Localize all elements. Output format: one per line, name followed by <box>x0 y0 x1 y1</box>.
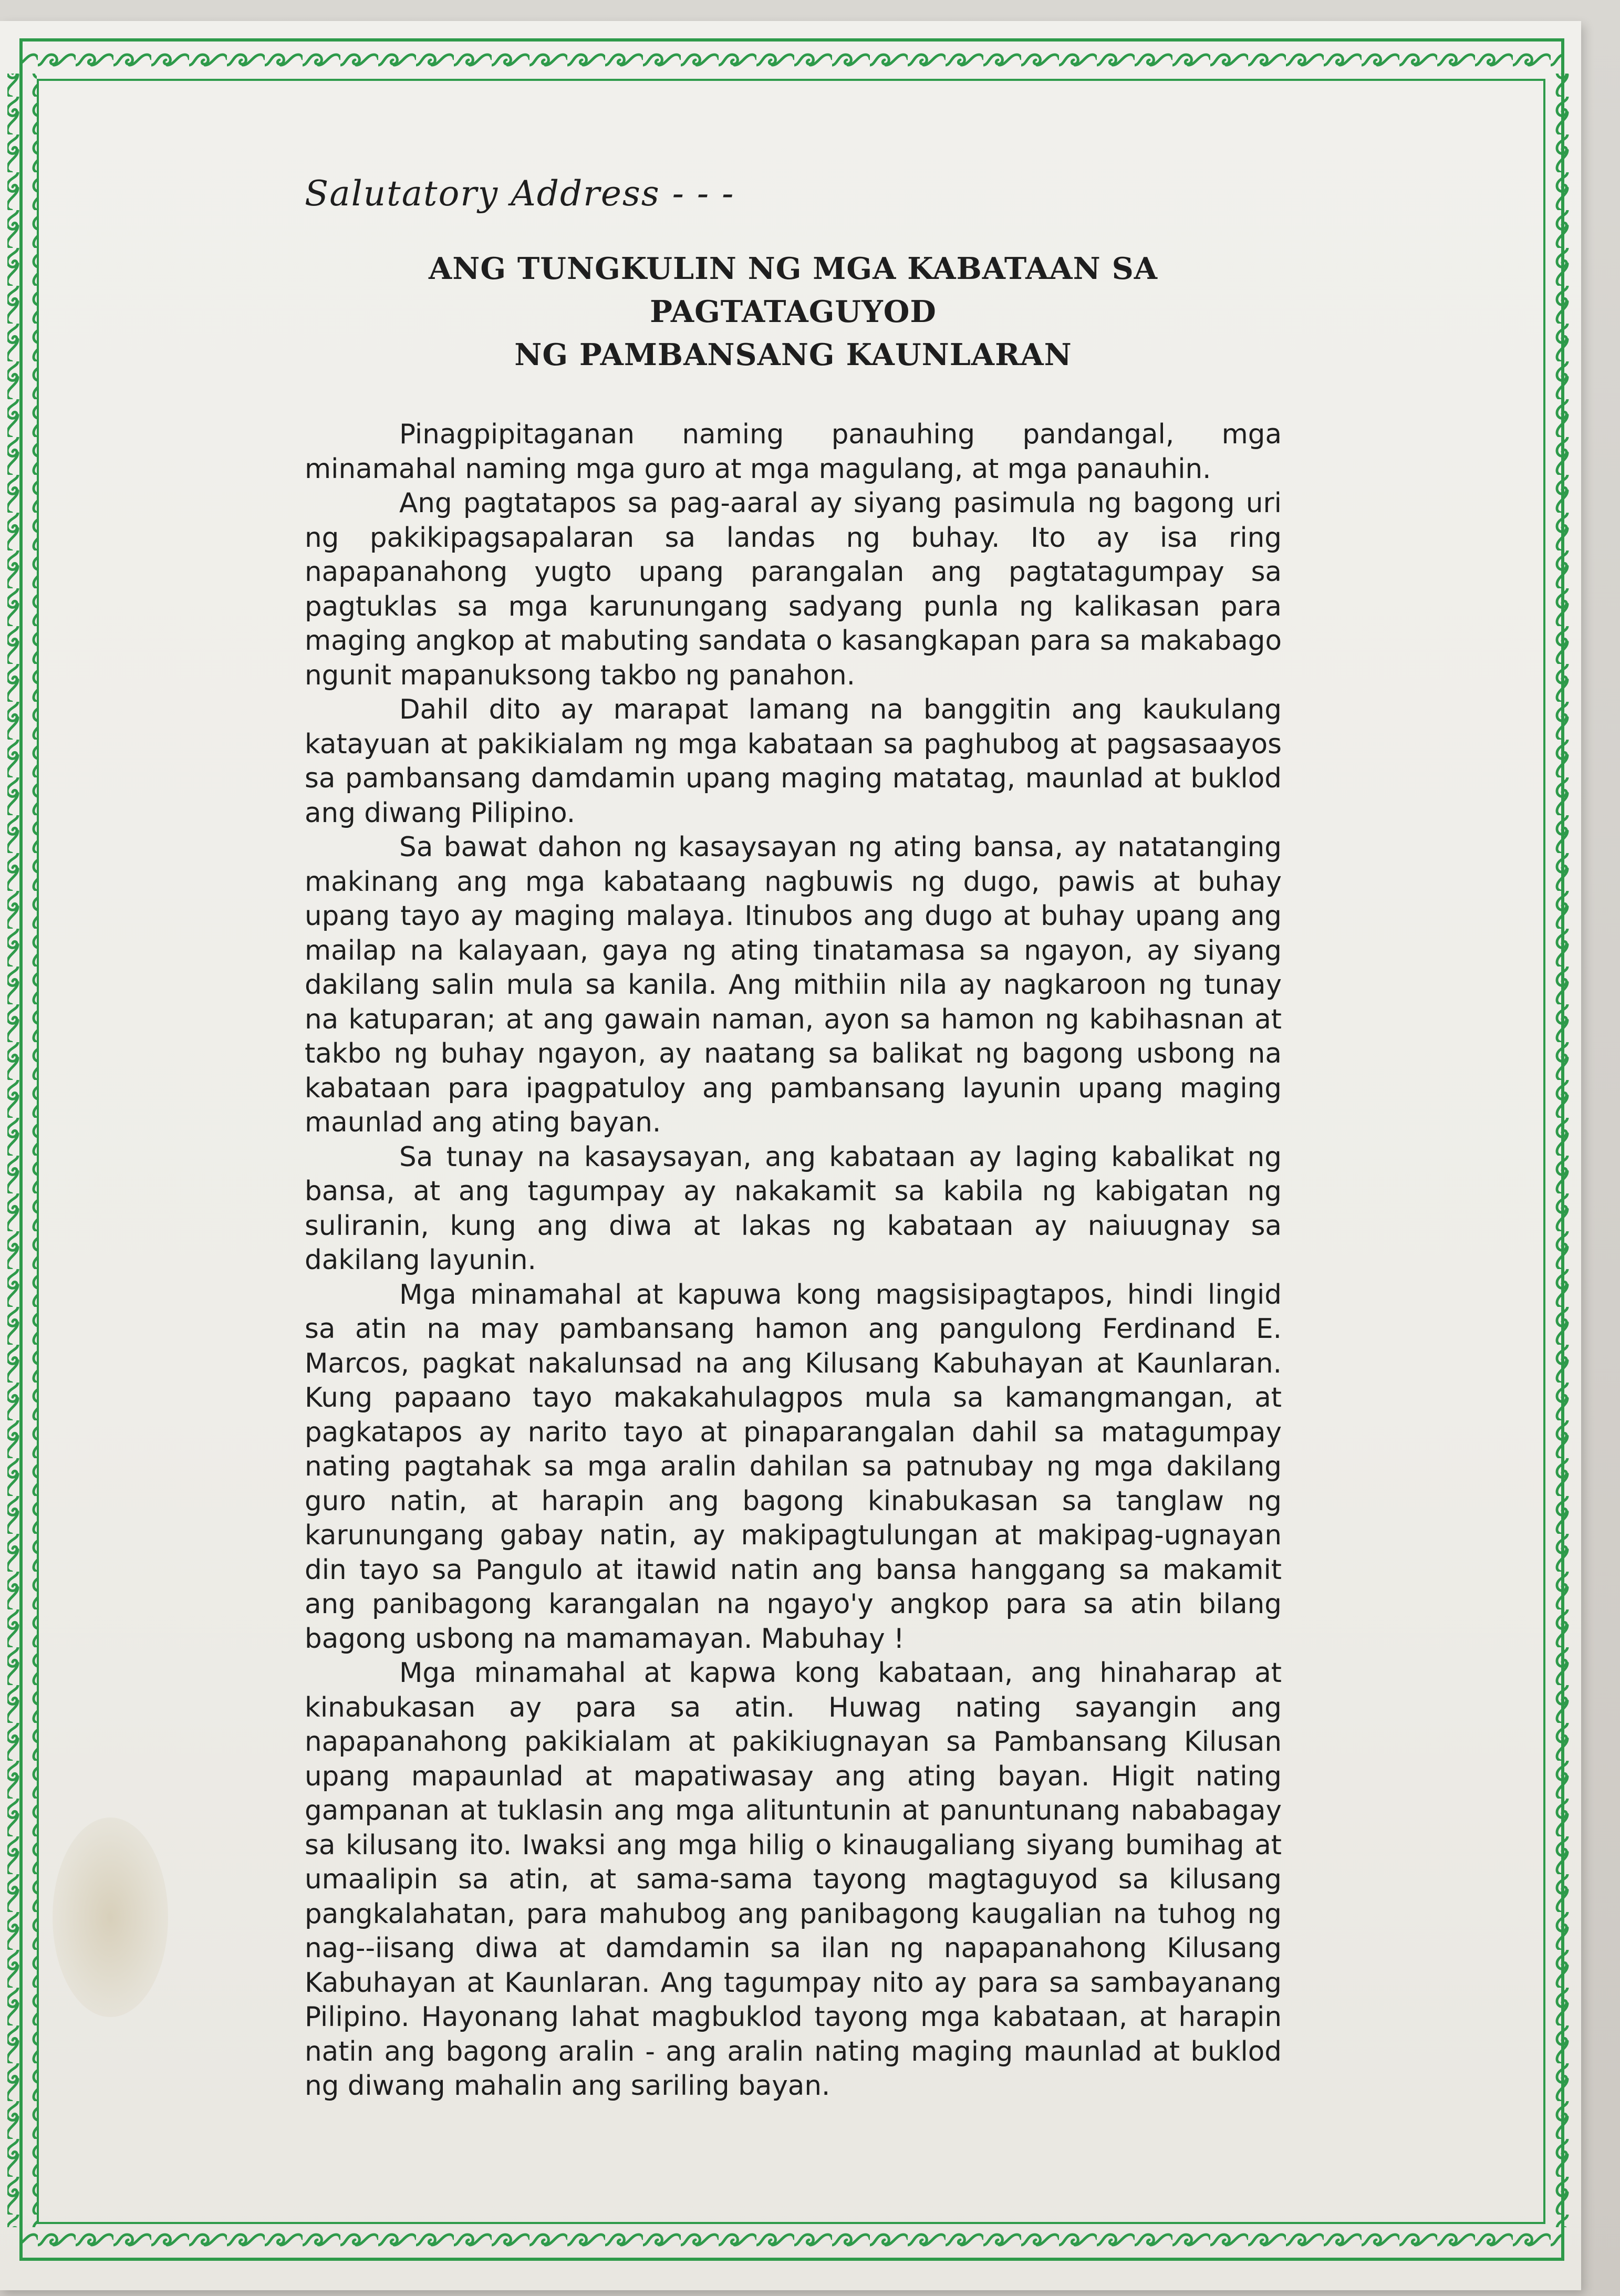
paragraph-4: Sa bawat dahon ng kasaysayan ng ating bansa, ay natatanging makinang ang mga kabataang nagbuwis ng dugo, pawis at buhay upang tayo ay maging malaya. Itinubos ang dugo at buhay upang ang mailap na kalayaan, gaya ng ating tinatamasa sa ngayon, ay siyang dakilang salin mula sa kanila. Ang mithiin nila ay nagkaroon ng tunay na katuparan; at ang gawain naman, ayon sa hamon ng kabihasnan at takbo ng buhay ngayon, ay naatang sa balikat ng bagong usbong na kabataan para ipagpatuloy ang pambansang layunin upang maging maunlad ang ating bayan. <box>305 832 1282 1138</box>
address-title <box>305 247 1282 377</box>
title-line-1: ANG TUNGKULIN NG MGA KABATAAN SA PAGTATAGUYOD <box>429 251 1158 329</box>
paragraph-7: Mga minamahal at kapwa kong kabataan, ang hinaharap at kinabukasan ay para sa atin. Huwag nating sayangin ang napapanahong pakikialam at pakikiugnayan sa Pambansang Kilusan upang mapaunlad at mapatiwasay ang ating bayan. Higit nating gampanan at tuklasin ang mga alituntunin at panuntunang nababagay sa kilusang ito. Iwaksi ang mga hilig o kinaugaliang siyang bumihag at umaalipin sa atin, at sama-sama tayong magtaguyod sa kilusang pangkalahatan, para mahubog ang panibagong kaugalian na tuhog ng nag--iisang diwa at damdamin sa ilan ng napapanahong Kilusang Kabuhayan at Kaunlaran. Ang tagumpay nito ay para sa sambayanang Pilipino. Hayonang lahat magbuklod tayong mga kabataan, at harapin natin ang bagong aralin - ang aralin nating maging maunlad at buklod ng diwang mahalin ang sariling bayan. <box>305 1657 1282 2102</box>
paragraph-5: Sa tunay na kasaysayan, ang kabataan ay laging kabalikat ng bansa, at ang tagumpay ay nakakamit sa kabila ng kabigatan ng suliranin, kung ang diwa at lakas ng kabataan ay naiuugnay sa dakilang layunin. <box>305 1141 1282 1276</box>
address-body <box>305 418 1282 2104</box>
paragraph-2: Ang pagtatapos sa pag-aaral ay siyang pasimula ng bagong uri ng pakikipagsapalaran sa landas ng buhay. Ito ay isa ring napapanahong yugto upang parangalan ang pagtatagumpay sa pagtuklas sa mga karunungang sadyang punla ng kalikasan para maging angkop at mabuting sandata o kasangkapan para sa makabago ngunit mapanuksong takbo ng panahon. <box>305 487 1282 691</box>
paragraph-6: Mga minamahal at kapuwa kong magsisipagtapos, hindi lingid sa atin na may pambansang hamon ang pangulong Ferdinand E. Marcos, pagkat nakalunsad na ang Kilusang Kabuhayan at Kaunlaran. Kung papaano tayo makakahulagpos mula sa kamangmangan, at pagkatapos ay narito tayo at pinaparangalan dahil sa matagumpay nating pagtahak sa mga aralin dahilan sa patnubay ng mga dakilang guro natin, at harapin ang bagong kinabukasan sa tanglaw ng karunungang gabay natin, ay makipagtulungan at makipag-ugnayan din tayo sa Pangulo at itawid natin ang bansa hanggang sa makamit ang panibagong karangalan na ngayo'y angkop para sa atin bilang bagong usbong na mamamayan. Mabuhay ! <box>305 1279 1282 1655</box>
paragraph-1: Pinagpipitaganan naming panauhing pandangal, mga minamahal naming mga guro at mga magulang, at mga panauhin. <box>305 419 1282 485</box>
paragraph-3: Dahil dito ay marapat lamang na banggitin ang kaukulang katayuan at pakikialam ng mga kabataan sa paghubog at pagsasaayos sa pambansang damdamin upang maging matatag, maunlad at buklod ang diwang Pilipino. <box>305 694 1282 829</box>
section-kicker: Salutatory Address - - - <box>305 173 735 214</box>
address-content <box>305 173 1282 2104</box>
title-line-2: NG PAMBANSANG KAUNLARAN <box>514 337 1072 372</box>
program-page <box>0 21 1581 2290</box>
